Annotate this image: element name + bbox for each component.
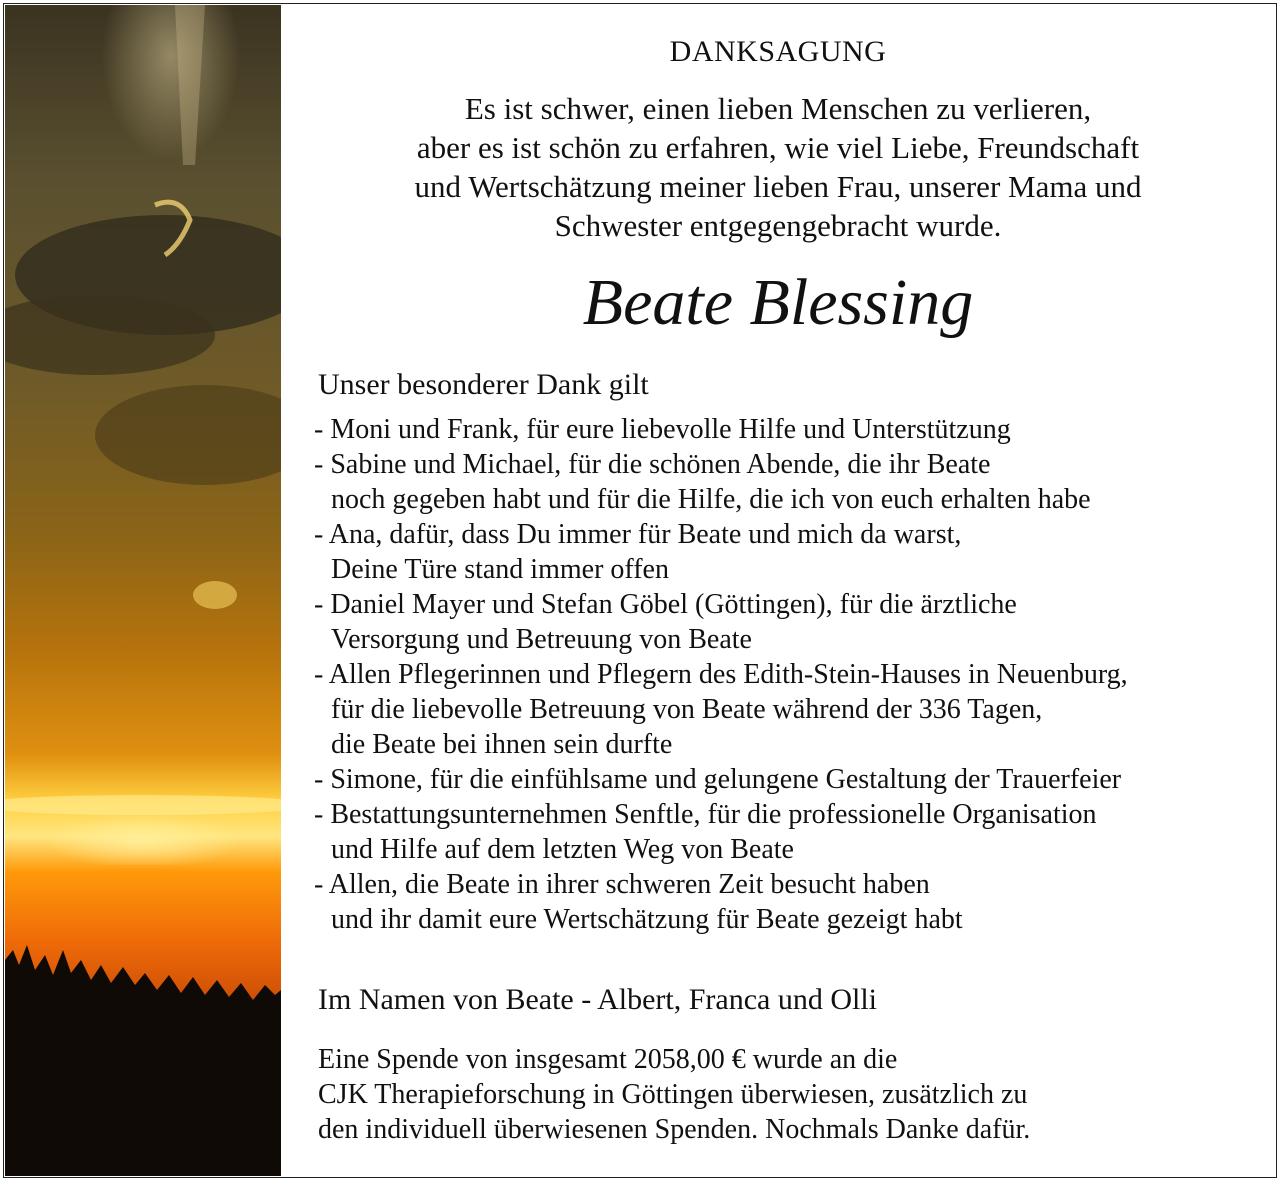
thanks-line: - Bestattungsunternehmen Senftle, für die professionelle Organisation	[314, 799, 1097, 830]
deceased-name: Beate Blessing	[582, 266, 974, 339]
thanks-line: die Beate bei ihnen sein durfte	[331, 729, 673, 760]
thanks-line: - Allen Pflegerinnen und Pflegern des Edith-Stein-Hauses in Neuenburg,	[314, 659, 1128, 690]
thanks-line: - Ana, dafür, dass Du immer für Beate und mich da warst,	[314, 519, 962, 550]
thanks-line: für die liebevolle Betreuung von Beate während der 336 Tagen,	[331, 694, 1043, 725]
thanks-list	[314, 412, 1128, 937]
thanks-line: und ihr damit eure Wertschätzung für Beate gezeigt habt	[331, 904, 963, 935]
thanks-line: - Daniel Mayer und Stefan Göbel (Göttingen), für die ärztliche	[314, 589, 1017, 620]
thanks-line: - Sabine und Michael, für die schönen Abende, die ihr Beate	[314, 449, 991, 480]
intro-line: Es ist schwer, einen lieben Menschen zu verlieren,	[464, 91, 1092, 126]
donation-line: den individuell überwiesenen Spenden. Nochmals Danke dafür.	[318, 1114, 1031, 1145]
notice-content	[281, 5, 1275, 1176]
notice-heading: DANKSAGUNG	[669, 35, 887, 68]
thanks-title: Unser besonderer Dank gilt	[318, 368, 649, 401]
thanks-line: - Simone, für die einfühlsame und gelungene Gestaltung der Trauerfeier	[314, 764, 1122, 795]
donation-line: CJK Therapieforschung in Göttingen überwiesen, zusätzlich zu	[318, 1079, 1028, 1110]
intro-text	[311, 89, 1245, 245]
donation-line: Eine Spende von insgesamt 2058,00 € wurde an die	[318, 1044, 898, 1075]
intro-line: und Wertschätzung meiner lieben Frau, unserer Mama und	[414, 169, 1142, 204]
thanks-line: - Moni und Frank, für eure liebevolle Hilfe und Unterstützung	[314, 414, 1011, 445]
sunset-photo	[5, 5, 281, 1176]
intro-line: Schwester entgegengebracht wurde.	[554, 208, 1002, 243]
thanks-line: Deine Türe stand immer offen	[331, 554, 669, 585]
thanks-line: - Allen, die Beate in ihrer schweren Zeit besucht haben	[314, 869, 930, 900]
thanks-line: Versorgung und Betreuung von Beate	[331, 624, 752, 655]
thanks-line: noch gegeben habt und für die Hilfe, die ich von euch erhalten habe	[331, 484, 1091, 515]
thanks-line: und Hilfe auf dem letzten Weg von Beate	[331, 834, 794, 865]
donation-note	[318, 1042, 1030, 1147]
intro-line: aber es ist schön zu erfahren, wie viel Liebe, Freundschaft	[416, 130, 1140, 165]
signature: Im Namen von Beate - Albert, Franca und Olli	[318, 983, 878, 1016]
